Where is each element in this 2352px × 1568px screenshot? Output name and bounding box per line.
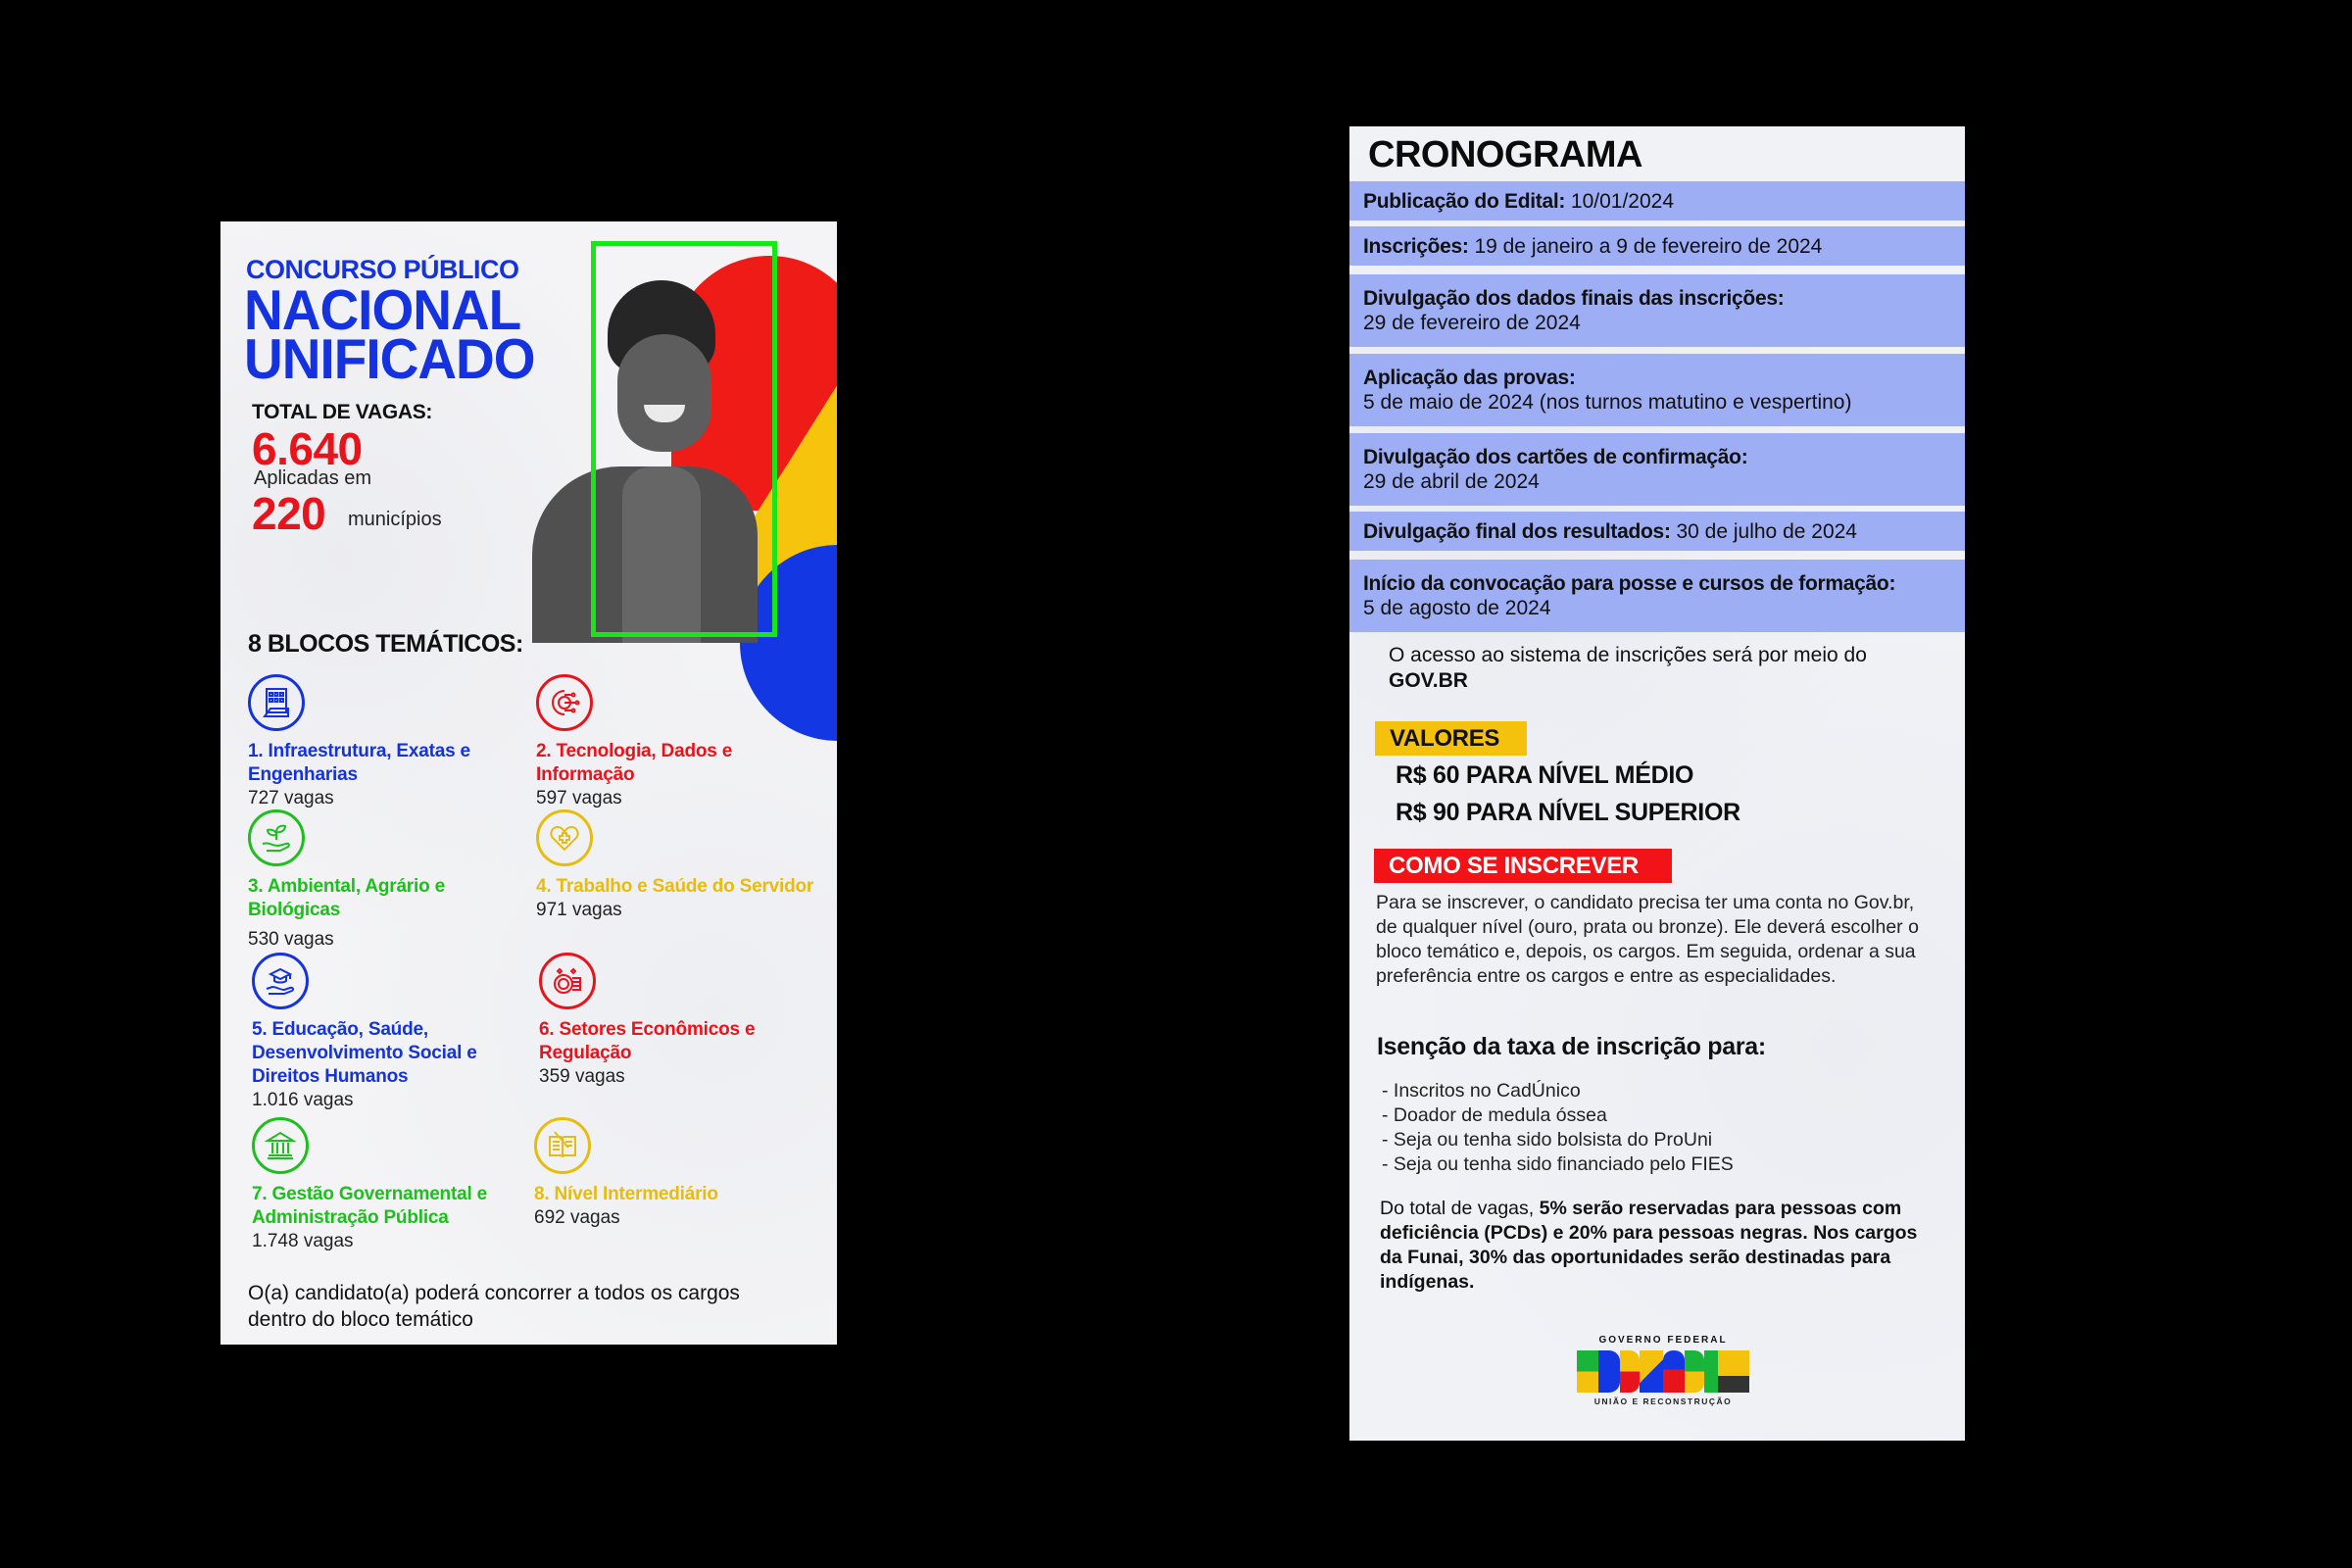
access-info [1389,643,1918,694]
schedule-label: Divulgação final dos resultados: [1363,519,1671,543]
bloco-name: 6. Setores Econômicos e Regulação [539,1019,756,1063]
gov-br-link[interactable]: GOV.BR [1389,669,1468,692]
schedule-value: 5 de maio de 2024 (nos turnos matutino e vespertino) [1363,391,1852,414]
green-frame-decoration [591,241,777,637]
bloco-item-3 [248,809,532,952]
bloco-item-1 [248,674,532,810]
blocos-title: 8 BLOCOS TEMÁTICOS: [248,630,523,658]
schedule-label: Aplicação das provas: [1363,367,1576,389]
government-building-icon [252,1117,309,1174]
bloco-name: 4. Trabalho e Saúde do Servidor [536,876,814,897]
isencao-title: Isenção da taxa de inscrição para: [1377,1033,1766,1060]
left-infographic-card [220,221,837,1345]
reserva-prefix: Do total de vagas, [1380,1198,1535,1219]
bloco-item-4 [536,809,820,922]
bloco-item-5 [252,953,536,1112]
right-schedule-card [1349,126,1965,1441]
schedule-row-3 [1349,274,1965,347]
bloco-name: 1. Infraestrutura, Exatas e Engenharias [248,741,470,785]
graduation-hand-icon [252,953,309,1009]
schedule-value: 29 de abril de 2024 [1363,470,1540,493]
bloco-vagas: 971 vagas [536,900,622,920]
schedule-row-7 [1349,560,1965,632]
schedule-value: 19 de janeiro a 9 de fevereiro de 2024 [1474,234,1823,258]
schedule-row-6 [1349,512,1965,551]
bloco-vagas: 692 vagas [534,1207,620,1228]
schedule-label: Inscrições: [1363,234,1469,258]
book-pencil-icon [534,1117,591,1174]
reserva-bold: 5% serão reservadas para pessoas com deficiência (PCDs) e 20% para pessoas negras. Nos cargos da Funai, 30% das oportunidades serão destinadas para indígenas. [1380,1198,1918,1293]
isencao-item: - Seja ou tenha sido financiado pelo FIES [1382,1153,1734,1175]
buildings-icon [248,674,305,731]
como-se-inscrever-text: Para se inscrever, o candidato precisa ter uma conta no Gov.br, de qualquer nível (ouro, prata ou bronze). Ele deverá escolher o bloco temático e, depois, os cargos. Em seguida, ordenar a sua preferência entre os cargos e entre as especialidades. [1376,892,1919,987]
bloco-vagas: 1.016 vagas [252,1090,354,1110]
bloco-name: 8. Nível Intermediário [534,1184,718,1204]
municipios-label: municípios [348,509,442,530]
municipios-value: 220 [252,488,326,539]
access-text: O acesso ao sistema de inscrições será por meio do [1389,644,1867,666]
logo-bottom-text: UNIÃO E RECONSTRUÇÃO [1593,1396,1733,1406]
bloco-name: 3. Ambiental, Agrário e Biológicas [248,876,445,920]
plant-hand-icon [248,809,305,866]
heart-cross-icon [536,809,593,866]
schedule-label: Início da convocação para posse e cursos de formação: [1363,572,1896,595]
bloco-note: O(a) candidato(a) poderá concorrer a todos os cargos dentro do bloco temático [248,1282,740,1331]
isencao-item: - Seja ou tenha sido bolsista do ProUni [1382,1129,1713,1151]
cronograma-title: CRONOGRAMA [1368,134,1642,175]
schedule-row-2 [1349,226,1965,266]
bloco-item-6 [539,953,823,1089]
isencao-item: - Doador de medula óssea [1382,1104,1607,1126]
bloco-item-8 [534,1117,818,1230]
bloco-item-2 [536,674,820,810]
bloco-vagas: 597 vagas [536,788,622,808]
bloco-vagas: 359 vagas [539,1066,625,1087]
como-se-inscrever-badge: COMO SE INSCREVER [1374,849,1672,883]
schedule-label: Divulgação dos dados finais das inscrições: [1363,287,1785,310]
schedule-label: Divulgação dos cartões de confirmação: [1363,446,1748,468]
schedule-label: Publicação do Edital: [1363,189,1566,213]
header-line-3: UNIFICADO [244,326,535,391]
bloco-vagas: 530 vagas [248,929,334,950]
isencao-list [1382,1079,1734,1177]
header-line-2: NACIONAL [244,277,521,342]
valores-badge: VALORES [1375,721,1527,756]
aplicadas-label: Aplicadas em [254,467,372,489]
header-line-1: CONCURSO PÚBLICO [246,255,519,284]
brasil-wordmark-icon [1577,1350,1749,1393]
isencao-item: - Inscritos no CadÚnico [1382,1080,1581,1102]
reserva-vagas-text [1380,1197,1929,1295]
bloco-vagas: 727 vagas [248,788,334,808]
total-vagas-label: TOTAL DE VAGAS: [252,401,433,423]
schedule-value: 29 de fevereiro de 2024 [1363,312,1581,334]
bloco-name: 7. Gestão Governamental e Administração Pública [252,1184,487,1228]
schedule-row-5 [1349,433,1965,506]
bloco-item-7 [252,1117,536,1253]
governo-federal-logo [1577,1335,1749,1406]
schedule-row-4 [1349,354,1965,426]
logo-top-text: GOVERNO FEDERAL [1598,1335,1728,1346]
schedule-row-1 [1349,181,1965,220]
schedule-value: 30 de julho de 2024 [1676,519,1857,543]
bloco-vagas: 1.748 vagas [252,1231,354,1251]
total-vagas-value: 6.640 [252,423,363,474]
bloco-name: 5. Educação, Saúde, Desenvolvimento Social e Direitos Humanos [252,1019,477,1087]
schedule-value: 5 de agosto de 2024 [1363,597,1551,619]
circuit-gear-icon [536,674,593,731]
bloco-name: 2. Tecnologia, Dados e Informação [536,741,733,785]
price-nivel-superior: R$ 90 PARA NÍVEL SUPERIOR [1396,799,1740,826]
schedule-value: 10/01/2024 [1570,189,1675,213]
price-nivel-medio: R$ 60 PARA NÍVEL MÉDIO [1396,761,1694,789]
coins-icon [539,953,596,1009]
